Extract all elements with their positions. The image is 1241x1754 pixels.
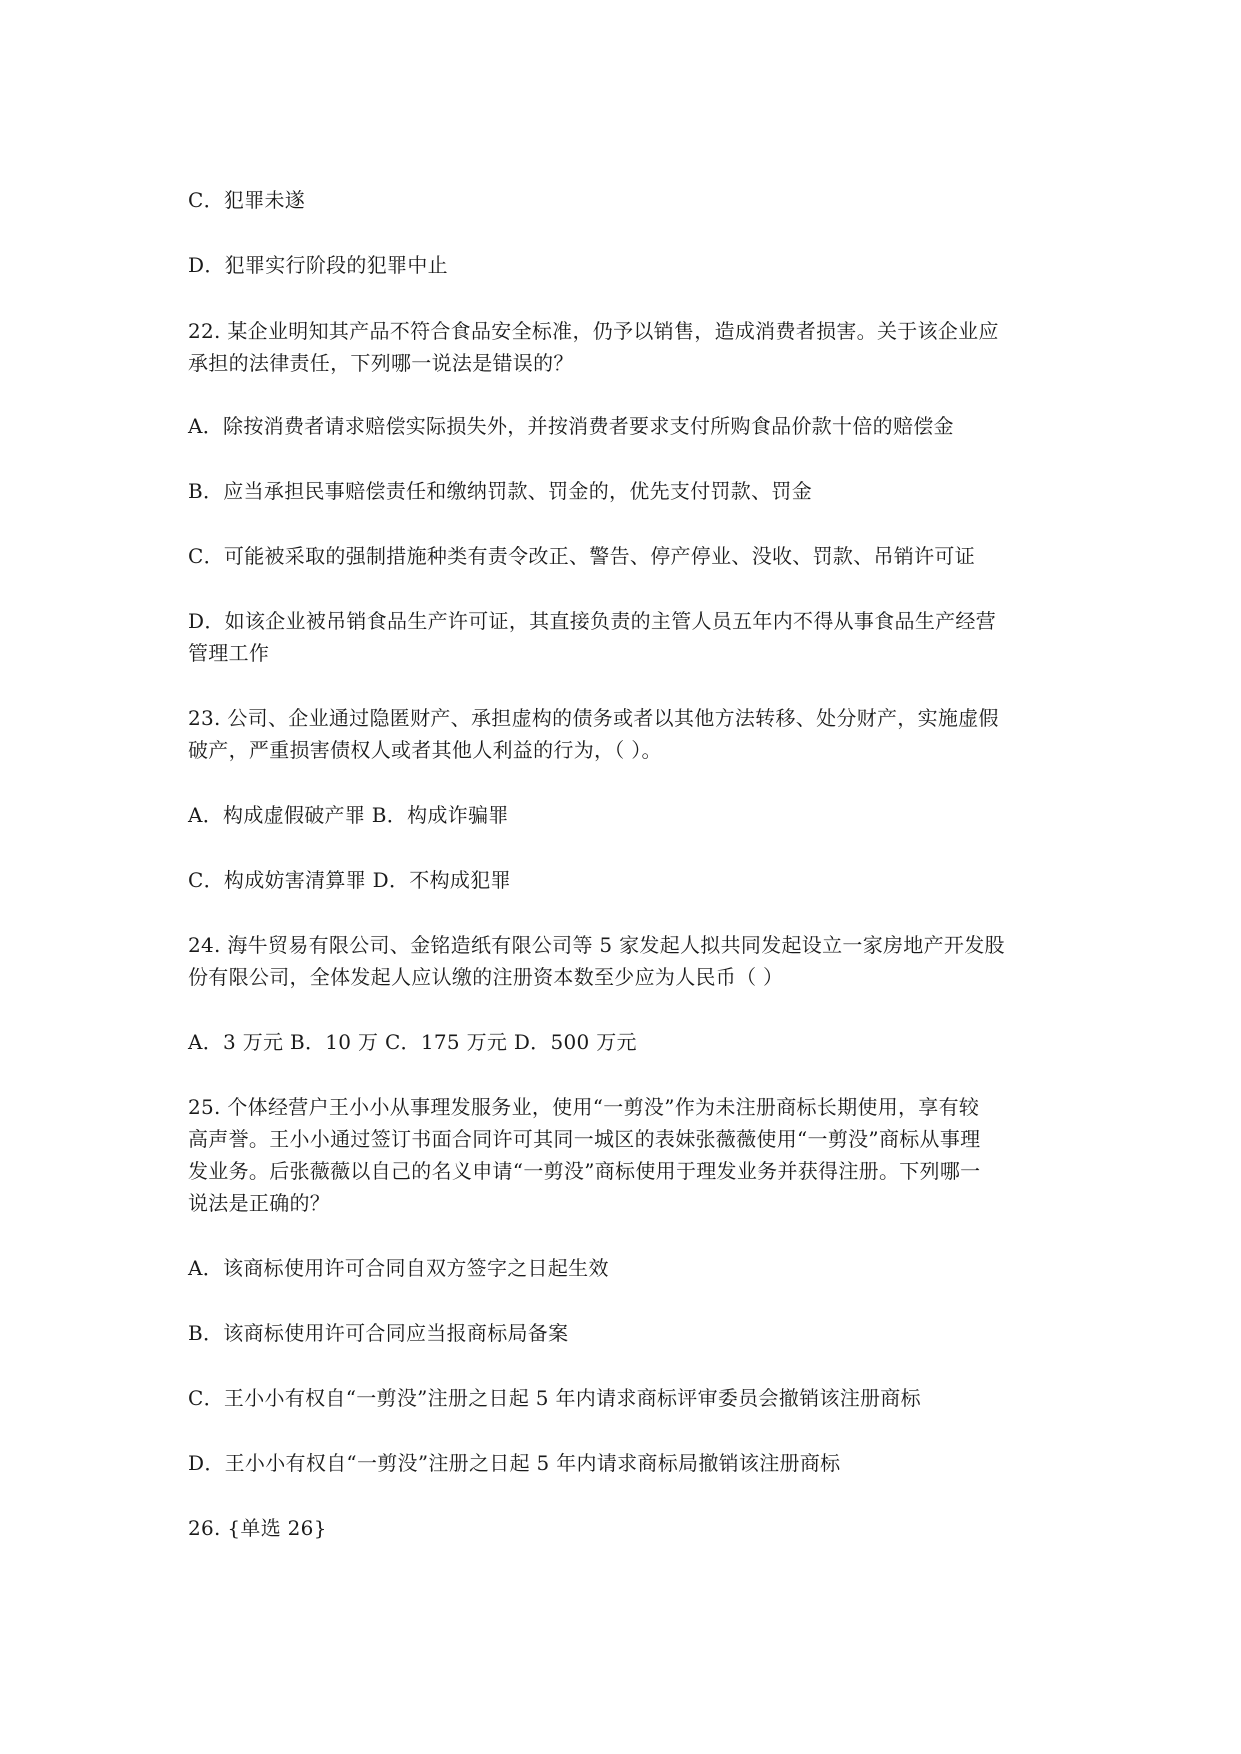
question-24-line-1: 24. 海牛贸易有限公司、金铭造纸有限公司等 5 家发起人拟共同发起设立一家房地产开发股 <box>188 933 1005 957</box>
question-25-line-4: 说法是正确的？ <box>188 1191 331 1215</box>
question-23-line-2: 破产，严重损害债权人或者其他人利益的行为，（ ）。 <box>188 738 662 762</box>
option-d-q22-line-1: D．如该企业被吊销食品生产许可证，其直接负责的主管人员五年内不得从事食品生产经营 <box>188 609 997 633</box>
option-d-q22-line-2: 管理工作 <box>188 641 270 665</box>
options-ab-q23: A．构成虚假破产罪 B．构成诈骗罪 <box>188 803 509 827</box>
question-26: 26. {单选 26} <box>188 1516 327 1540</box>
option-a-q22: A．除按消费者请求赔偿实际损失外，并按消费者要求支付所购食品价款十倍的赔偿金 <box>188 414 954 438</box>
option-a-q25: A．该商标使用许可合同自双方签字之日起生效 <box>188 1256 609 1280</box>
option-c-q21: C．犯罪未遂 <box>188 188 306 212</box>
question-22-line-1: 22. 某企业明知其产品不符合食品安全标准，仍予以销售，造成消费者损害。关于该企业应 <box>188 319 999 343</box>
question-24-line-2: 份有限公司，全体发起人应认缴的注册资本数至少应为人民币（ ） <box>188 965 784 989</box>
question-25-line-1: 25. 个体经营户王小小从事理发服务业，使用“一剪没”作为未注册商标长期使用，享有较 <box>188 1095 980 1119</box>
option-c-q22: C．可能被采取的强制措施种类有责令改正、警告、停产停业、没收、罚款、吊销许可证 <box>188 544 976 568</box>
option-d-q25: D．王小小有权自“一剪没”注册之日起 5 年内请求商标局撤销该注册商标 <box>188 1451 841 1475</box>
question-23-line-1: 23. 公司、企业通过隐匿财产、承担虚构的债务或者以其他方法转移、处分财产，实施虚假 <box>188 706 999 730</box>
question-25-line-3: 发业务。后张薇薇以自己的名义申请“一剪没”商标使用于理发业务并获得注册。下列哪一 <box>188 1159 981 1183</box>
option-c-q25: C．王小小有权自“一剪没”注册之日起 5 年内请求商标评审委员会撤销该注册商标 <box>188 1386 921 1410</box>
question-25-line-2: 高声誉。王小小通过签订书面合同许可其同一城区的表妹张薇薇使用“一剪没”商标从事理 <box>188 1127 981 1151</box>
option-b-q22: B．应当承担民事赔偿责任和缴纳罚款、罚金的，优先支付罚款、罚金 <box>188 479 812 503</box>
question-22-line-2: 承担的法律责任，下列哪一说法是错误的？ <box>188 351 574 375</box>
options-q24: A．3 万元 B．10 万 C．175 万元 D．500 万元 <box>188 1030 637 1054</box>
option-b-q25: B．该商标使用许可合同应当报商标局备案 <box>188 1321 569 1345</box>
option-d-q21: D．犯罪实行阶段的犯罪中止 <box>188 253 448 277</box>
options-cd-q23: C．构成妨害清算罪 D．不构成犯罪 <box>188 868 511 892</box>
